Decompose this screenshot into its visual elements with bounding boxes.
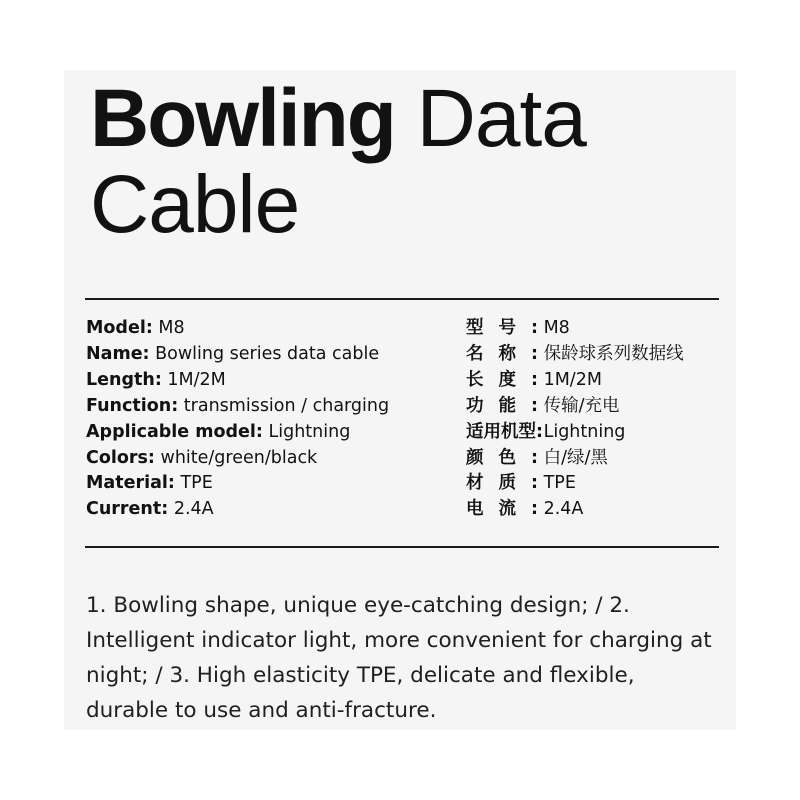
specs-chinese (466, 316, 684, 523)
spec-label-zh: 名称: (466, 343, 538, 364)
spec-row-zh-model (466, 316, 684, 342)
spec-value-zh: 保龄球系列数据线 (543, 343, 684, 364)
spec-label: Colors: (86, 447, 155, 468)
spec-row-zh-name (466, 342, 684, 368)
title-rest: Data Cable (90, 73, 586, 250)
spec-value-zh: M8 (543, 318, 570, 338)
bottom-divider (85, 546, 719, 548)
spec-row-applicable-model (86, 420, 389, 446)
spec-label: Function: (86, 395, 179, 416)
spec-label-zh: 颜色: (466, 447, 538, 468)
spec-value-zh: TPE (543, 473, 576, 494)
spec-row-zh-applicable-model (466, 420, 684, 446)
spec-label-zh: 型号: (466, 318, 538, 338)
spec-value-zh: 白/绿/黑 (543, 447, 608, 468)
features-paragraph: 1. Bowling shape, unique eye-catching design; / 2. Intelligent indicator light, more convenient for charging at night; / 3. High elasticity TPE, delicate and flexible, durable to use and anti-fracture. (86, 593, 712, 723)
spec-value: 2.4A (173, 499, 214, 520)
spec-value: TPE (180, 473, 213, 494)
spec-row-zh-material (466, 471, 684, 497)
spec-value: M8 (158, 318, 185, 338)
spec-label: Current: (86, 499, 169, 520)
spec-label: Material: (86, 473, 175, 494)
title-bold-word: Bowling (90, 73, 395, 164)
specs-english (86, 316, 389, 523)
spec-row-length (86, 368, 389, 394)
spec-row-function (86, 394, 389, 420)
spec-value-zh: 2.4A (543, 499, 584, 520)
spec-row-zh-current (466, 497, 684, 523)
top-divider (85, 298, 719, 300)
spec-row-colors (86, 446, 389, 472)
spec-label-zh: 长度: (466, 369, 538, 390)
spec-label-zh: 材质: (466, 473, 538, 494)
spec-value: Bowling series data cable (155, 343, 380, 364)
spec-row-current (86, 497, 389, 523)
spec-row-zh-function (466, 394, 684, 420)
spec-value: Lightning (268, 421, 351, 442)
product-label-panel (64, 70, 736, 730)
spec-label-zh: 电流: (466, 499, 538, 520)
spec-row-model (86, 316, 389, 342)
spec-label: Applicable model: (86, 421, 263, 442)
spec-value-zh: 传输/充电 (543, 395, 620, 416)
spec-value: 1M/2M (167, 369, 226, 390)
product-title (90, 73, 730, 250)
spec-row-material (86, 471, 389, 497)
spec-label: Name: (86, 343, 150, 364)
spec-row-name (86, 342, 389, 368)
spec-label: Length: (86, 369, 162, 390)
spec-label-zh: 适用机型: (466, 421, 543, 442)
spec-row-zh-length (466, 368, 684, 394)
spec-row-zh-colors (466, 446, 684, 472)
spec-label: Model: (86, 318, 153, 338)
spec-value: white/green/black (160, 447, 318, 468)
spec-value-zh: 1M/2M (543, 369, 602, 390)
spec-value-zh: Lightning (543, 421, 626, 442)
spec-label-zh: 功能: (466, 395, 538, 416)
spec-value: transmission / charging (183, 395, 390, 416)
